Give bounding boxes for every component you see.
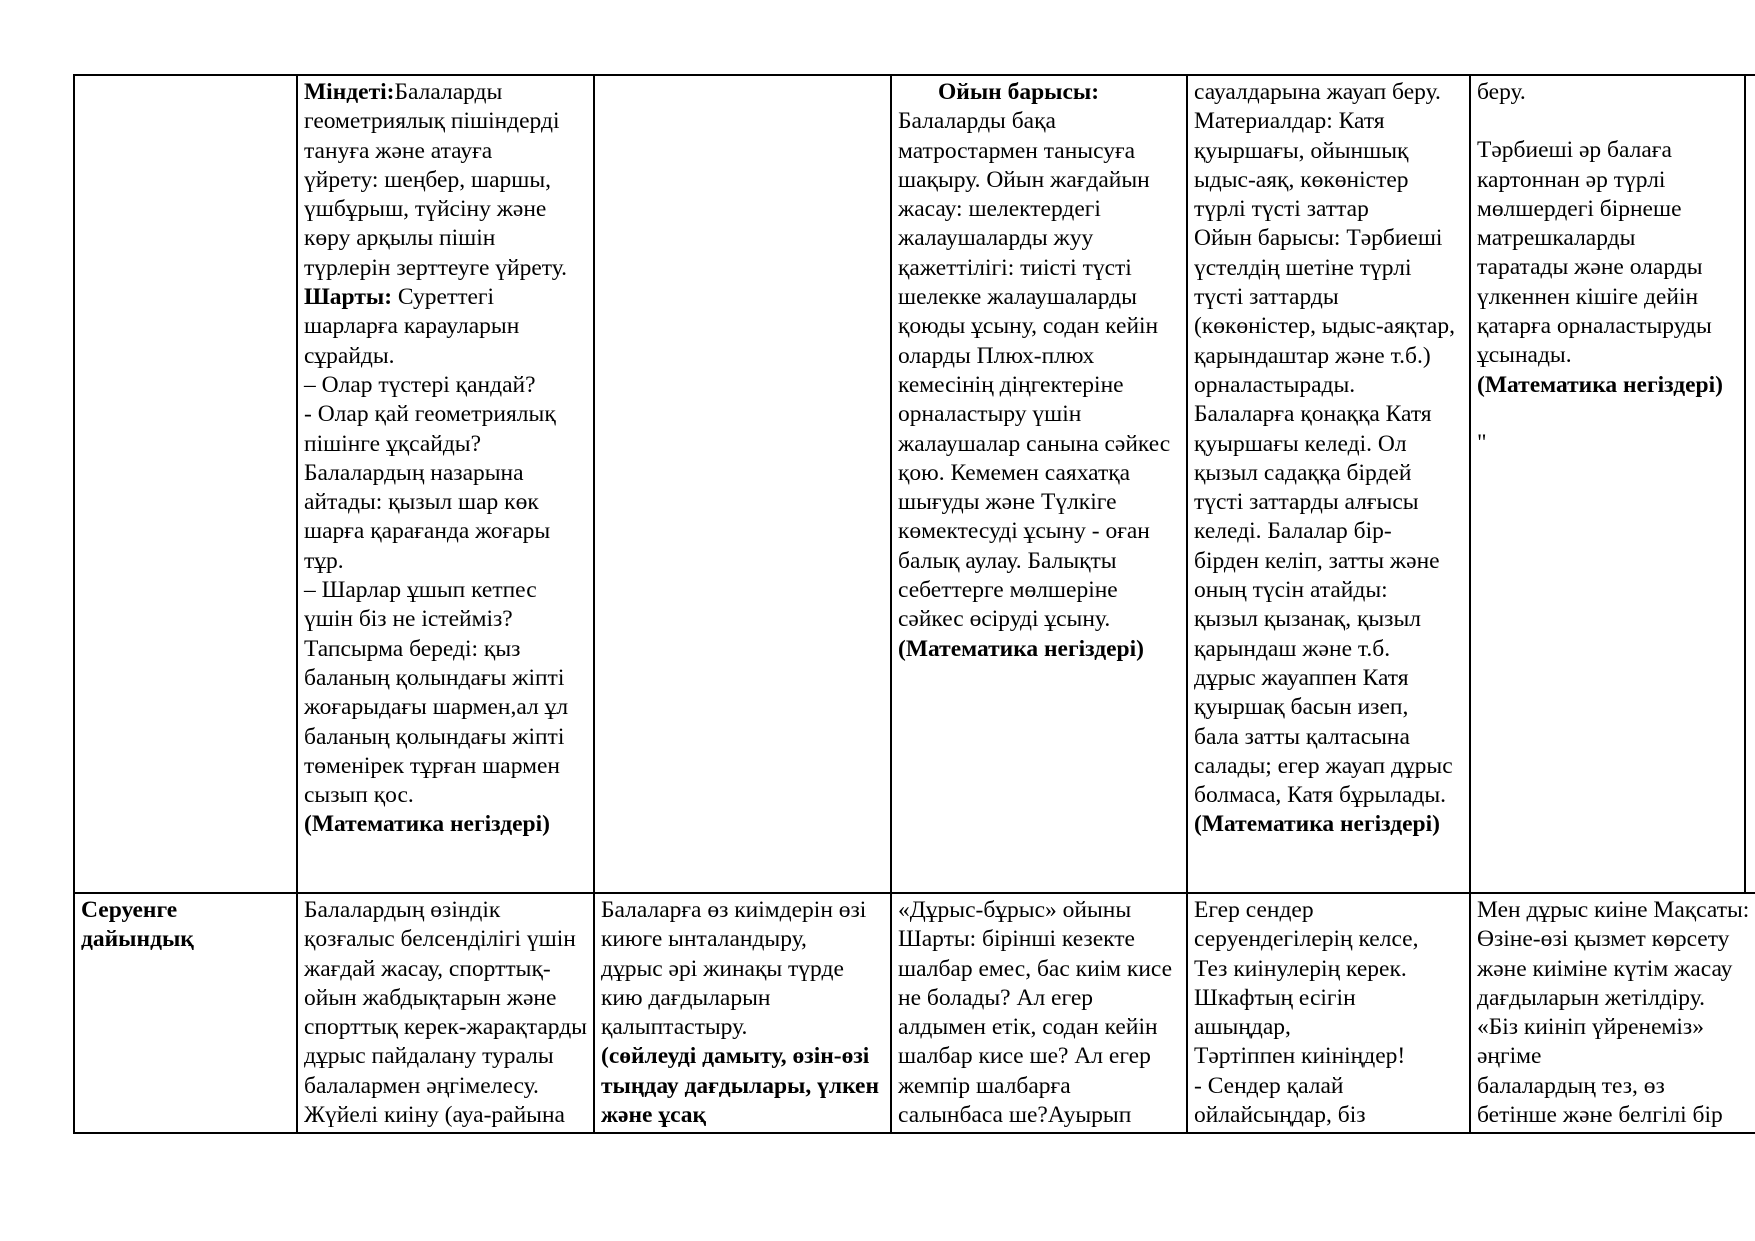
- body-text: төменірек тұрған шармен: [304, 752, 560, 779]
- bold-text: және ұсақ: [601, 1102, 707, 1129]
- body-text: дағдыларын жетілдіру.: [1477, 984, 1706, 1011]
- body-text: түрлерін зерттеуге үйрету.: [304, 254, 568, 281]
- table-row-walk-preparation: [73, 892, 1755, 1134]
- body-text: матрешкаларды: [1477, 225, 1636, 252]
- text-line: [1194, 78, 1469, 107]
- body-text: Тапсырма береді: қыз: [304, 635, 521, 662]
- body-text: сәйкес өсіруді ұсыну.: [898, 606, 1111, 633]
- text-line: [898, 254, 1186, 283]
- text-line: [601, 925, 890, 954]
- body-text: шақыру. Ойын жағдайын: [898, 166, 1150, 193]
- text-line: [898, 955, 1186, 984]
- text-line: [898, 896, 1186, 925]
- bold-text: дайындық: [81, 926, 194, 953]
- text-line: [898, 195, 1186, 224]
- body-text: Тәртіппен киініңдер!: [1194, 1043, 1406, 1070]
- text-line: [898, 400, 1186, 429]
- body-text: оларды Плюх-плюх: [898, 342, 1095, 369]
- body-text: ыдыс-аяқ, көкөністер: [1194, 166, 1409, 193]
- text-line: [304, 576, 593, 605]
- row1-col3-cell: [890, 76, 1186, 894]
- text-line: [81, 925, 296, 954]
- text-line: [1194, 488, 1469, 517]
- text-line: [1194, 400, 1469, 429]
- text-line: [304, 693, 593, 722]
- bold-text: (Математика негіздері): [898, 635, 1144, 662]
- body-text: балалармен әңгімелесу.: [304, 1072, 539, 1099]
- text-line: [1194, 430, 1469, 459]
- row1-col0-cell: [73, 76, 296, 894]
- text-line: [601, 1042, 890, 1071]
- text-line: [304, 1013, 593, 1042]
- text-line: [304, 137, 593, 166]
- text-line: [1477, 195, 1755, 224]
- text-line: [898, 166, 1186, 195]
- body-text: Шарты: бірінші кезекте: [898, 926, 1135, 953]
- body-text: қуыршақ басын изеп,: [1194, 694, 1409, 721]
- text-line: [304, 371, 593, 400]
- body-text: қалыптастыру.: [601, 1014, 748, 1041]
- row2-col4-cell: [1186, 894, 1469, 1132]
- text-line: [898, 224, 1186, 253]
- text-line: [1194, 224, 1469, 253]
- body-text: шығуды және Түлкіге: [898, 489, 1117, 516]
- text-line: [1477, 341, 1755, 370]
- body-text: Жүйелі киіну (ауа-райына: [304, 1102, 565, 1129]
- text-line: [304, 488, 593, 517]
- text-line: [1477, 136, 1755, 165]
- body-text: Балаларды: [394, 79, 503, 105]
- text-line: [898, 547, 1186, 576]
- body-text: қатарға орналастыруды: [1477, 313, 1712, 340]
- row2-col0-cell: [73, 894, 296, 1132]
- body-text: көмектесуді ұсыну - оған: [898, 518, 1150, 545]
- text-line: [1194, 517, 1469, 546]
- text-line: [601, 1013, 890, 1042]
- body-text: Балалардың өзіндік: [304, 897, 501, 923]
- text-line: [1194, 576, 1469, 605]
- body-text: орналастыру үшін: [898, 401, 1082, 428]
- body-text: әңгіме: [1477, 1043, 1542, 1070]
- text-line: [1194, 312, 1469, 341]
- body-text: үйрету: шеңбер, шаршы,: [304, 166, 552, 193]
- body-text: балық аулау. Балықты: [898, 547, 1117, 574]
- body-text: киюге ынталандыру,: [601, 926, 807, 953]
- text-line: [304, 342, 593, 371]
- body-text: таратады және оларды: [1477, 254, 1703, 281]
- text-line: [1477, 429, 1755, 458]
- text-line: [1477, 1042, 1755, 1071]
- body-text: серуендегілерің келсе,: [1194, 926, 1419, 953]
- bold-text: Серуенге: [81, 897, 178, 923]
- text-line: [304, 459, 593, 488]
- body-text: мөлшердегі бірнеше: [1477, 195, 1682, 222]
- text-line: [1194, 635, 1469, 664]
- body-text: геометриялық пішіндерді: [304, 108, 560, 135]
- body-text: – Олар түстері қандай?: [304, 371, 536, 398]
- body-text: (көкөністер, ыдыс-аяқтар,: [1194, 313, 1455, 340]
- text-line: [898, 1101, 1186, 1130]
- body-text: баланың қолындағы жіпті: [304, 723, 565, 750]
- body-text: спорттық керек-жарақтарды: [304, 1014, 587, 1041]
- text-line: [1194, 723, 1469, 752]
- row1-col4-cell: [1186, 76, 1469, 894]
- row2-col5-cell: [1469, 894, 1755, 1132]
- text-line: [1477, 253, 1755, 282]
- body-text: орналастырады.: [1194, 371, 1356, 398]
- body-text: себеттерге мөлшеріне: [898, 577, 1118, 604]
- body-text: қызыл қызанақ, қызыл: [1194, 606, 1421, 633]
- body-text: «Біз киініп үйренеміз»: [1477, 1014, 1704, 1041]
- text-line: [304, 896, 593, 925]
- body-text: Өзіне-өзі қызмет көрсету: [1477, 926, 1730, 953]
- body-text: – Шарлар ұшып кетпес: [304, 577, 537, 604]
- table-right-border: [1744, 74, 1746, 892]
- body-text: картоннан әр түрлі: [1477, 166, 1666, 193]
- blank-line: [1477, 107, 1755, 136]
- text-line: [304, 195, 593, 224]
- body-text: ойын жабдықтарын және: [304, 984, 557, 1011]
- text-line: [304, 430, 593, 459]
- text-line: [304, 1042, 593, 1071]
- bold-text: (Математика негіздері): [1477, 371, 1723, 398]
- text-line: [898, 925, 1186, 954]
- body-text: тұр.: [304, 547, 344, 574]
- text-line: [1194, 1072, 1469, 1101]
- text-line: [1194, 1101, 1469, 1130]
- body-text: - Сендер қалай: [1194, 1072, 1344, 1099]
- text-line: [1194, 254, 1469, 283]
- row2-col3-cell: [890, 894, 1186, 1132]
- body-text: дұрыс жауаппен Катя: [1194, 664, 1409, 691]
- body-text: көру арқылы пішін: [304, 225, 496, 252]
- body-text: кемесінің діңгектеріне: [898, 371, 1124, 398]
- text-line: [304, 781, 593, 810]
- body-text: қарындаш және т.б.: [1194, 635, 1391, 662]
- body-text: үшбұрыш, түйсіну және: [304, 196, 547, 223]
- text-line: [898, 312, 1186, 341]
- text-line: [898, 488, 1186, 517]
- body-text: үшін біз не істейміз?: [304, 606, 513, 633]
- text-line: [1477, 925, 1755, 954]
- text-line: [1194, 693, 1469, 722]
- text-line: [304, 224, 593, 253]
- text-line: [898, 984, 1186, 1013]
- bold-text: (Математика негіздері): [1194, 811, 1440, 838]
- text-line: [1477, 78, 1755, 107]
- body-text: «Дұрыс-бұрыс» ойыны: [898, 897, 1132, 923]
- text-line: [1194, 137, 1469, 166]
- text-line: [898, 371, 1186, 400]
- body-text: Балаларды бақа: [898, 108, 1056, 135]
- text-line: [1194, 547, 1469, 576]
- text-line: [1194, 752, 1469, 781]
- body-text: бала затты қалтасына: [1194, 723, 1410, 750]
- text-line: [898, 430, 1186, 459]
- text-line: [304, 635, 593, 664]
- text-line: [898, 1042, 1186, 1071]
- text-line: [898, 1013, 1186, 1042]
- text-line: [1194, 605, 1469, 634]
- bold-text: Ойын барысы:: [938, 79, 1100, 105]
- body-text: қуыршағы келеді. Ол: [1194, 430, 1407, 457]
- text-line: [1194, 1013, 1469, 1042]
- text-line: [304, 517, 593, 546]
- text-line: [1477, 224, 1755, 253]
- body-text: сұрайды.: [304, 342, 395, 369]
- text-line: [1194, 283, 1469, 312]
- text-line: [304, 166, 593, 195]
- text-line: [304, 664, 593, 693]
- text-line: [304, 78, 593, 107]
- body-text: алдымен етік, содан кейін: [898, 1014, 1158, 1041]
- body-text: үстелдің шетіне түрлі: [1194, 254, 1412, 281]
- body-text: салынбаса ше?Ауырып: [898, 1102, 1132, 1129]
- body-text: ойлайсыңдар, біз: [1194, 1102, 1366, 1129]
- bold-text: (сөйлеуді дамыту, өзін-өзі: [601, 1043, 870, 1070]
- text-line: [1477, 283, 1755, 312]
- body-text: қарындаштар және т.б.): [1194, 342, 1431, 369]
- body-text: салады; егер жауап дұрыс: [1194, 752, 1453, 779]
- body-text: шалбар емес, бас киім кисе: [898, 955, 1173, 982]
- text-line: [1194, 107, 1469, 136]
- text-line: [601, 984, 890, 1013]
- text-line: [898, 1072, 1186, 1101]
- body-text: айтады: қызыл шар көк: [304, 489, 539, 516]
- text-line: [304, 605, 593, 634]
- body-text: түсті заттарды алғысы: [1194, 489, 1419, 516]
- body-text: келеді. Балалар бір-: [1194, 518, 1392, 545]
- body-text: жасау: шелектердегі: [898, 196, 1101, 223]
- body-text: жемпір шалбарға: [898, 1072, 1071, 1099]
- body-text: ашыңдар,: [1194, 1014, 1291, 1041]
- body-text: түрлі түсті заттар: [1194, 196, 1369, 223]
- body-text: Егер сендер: [1194, 897, 1314, 923]
- body-text: оның түсін атайды:: [1194, 577, 1388, 604]
- text-line: [304, 254, 593, 283]
- body-text: Суреттегі: [392, 284, 495, 311]
- body-text: матростармен танысуға: [898, 137, 1136, 164]
- body-text: сауалдарына жауап беру.: [1194, 79, 1441, 105]
- text-line: [304, 107, 593, 136]
- body-text: Балаларға өз киімдерін өзі: [601, 897, 867, 923]
- body-text: кию дағдыларын: [601, 984, 771, 1011]
- text-line: [1194, 896, 1469, 925]
- text-line: [304, 547, 593, 576]
- text-line: [1477, 1101, 1755, 1130]
- text-line: [1194, 664, 1469, 693]
- text-line: [601, 1072, 890, 1101]
- body-text: Тәрбиеші әр балаға: [1477, 137, 1672, 164]
- text-line: [304, 400, 593, 429]
- row1-col2-cell: [593, 76, 890, 894]
- body-text: Мен дұрыс киіне Мақсаты:: [1477, 897, 1750, 923]
- body-text: сызып қос.: [304, 782, 414, 809]
- text-line: [1194, 925, 1469, 954]
- body-text: шарға қарағанда жоғары: [304, 518, 551, 545]
- text-line: [898, 459, 1186, 488]
- text-line: [1194, 1042, 1469, 1071]
- text-line: [898, 78, 1186, 107]
- text-line: [1477, 955, 1755, 984]
- body-text: жалаушаларды жуу: [898, 225, 1094, 252]
- text-line: [304, 312, 593, 341]
- body-text: жоғарыдағы шармен,ал ұл: [304, 694, 569, 721]
- body-text: шелекке жалаушаларды: [898, 284, 1137, 311]
- bold-text: Міндеті:: [304, 79, 395, 105]
- text-line: [1194, 371, 1469, 400]
- body-text: қоюды ұсыну, содан кейін: [898, 313, 1159, 340]
- text-line: [304, 1072, 593, 1101]
- text-line: [1477, 312, 1755, 341]
- body-text: қызыл садаққа бірдей: [1194, 459, 1412, 486]
- text-line: [1477, 984, 1755, 1013]
- body-text: дұрыс әрі жинақы түрде: [601, 955, 844, 982]
- table-row-activities: [73, 74, 1755, 894]
- text-line: [1477, 166, 1755, 195]
- body-text: жағдай жасау, спорттық-: [304, 955, 551, 982]
- bold-text: тыңдау дағдылары, үлкен: [601, 1072, 880, 1099]
- body-text: түсті заттарды: [1194, 284, 1339, 311]
- text-line: [1477, 371, 1755, 400]
- body-text: Тез киінулерің керек.: [1194, 955, 1407, 982]
- body-text: баланың қолындағы жіпті: [304, 664, 565, 691]
- body-text: шалбар кисе ше? Ал егер: [898, 1043, 1151, 1070]
- body-text: Балалардың назарына: [304, 459, 524, 486]
- body-text: қажеттілігі: тиісті түсті: [898, 254, 1132, 281]
- row2-col1-cell: [296, 894, 593, 1132]
- body-text: қозғалыс белсенділігі үшін: [304, 926, 576, 953]
- text-line: [304, 1101, 593, 1130]
- text-line: [1194, 342, 1469, 371]
- body-text: беру.: [1477, 79, 1526, 105]
- text-line: [898, 137, 1186, 166]
- text-line: [1477, 1013, 1755, 1042]
- text-line: [304, 955, 593, 984]
- body-text: және киіміне күтім жасау: [1477, 955, 1733, 982]
- row1-col1-cell: [296, 76, 593, 894]
- body-text: Материалдар: Катя: [1194, 108, 1385, 135]
- body-text: не болады? Ал егер: [898, 984, 1093, 1011]
- body-text: болмаса, Катя бұрылады.: [1194, 782, 1447, 809]
- body-text: үлкеннен кішіге дейін: [1477, 283, 1699, 310]
- row1-col5-cell: [1469, 76, 1755, 894]
- body-text: Шкафтың есігін: [1194, 984, 1356, 1011]
- body-text: дұрыс пайдалану туралы: [304, 1043, 554, 1070]
- text-line: [1194, 195, 1469, 224]
- text-line: [1194, 781, 1469, 810]
- body-text: қою. Кемемен саяхатқа: [898, 459, 1131, 486]
- text-line: [601, 896, 890, 925]
- body-text: балалардың тез, өз: [1477, 1072, 1665, 1099]
- text-line: [304, 810, 593, 839]
- text-line: [304, 752, 593, 781]
- body-text: шарларға карауларын: [304, 313, 520, 340]
- text-line: [898, 635, 1186, 664]
- text-line: [1194, 810, 1469, 839]
- text-line: [898, 283, 1186, 312]
- body-text: Балаларға қонаққа Катя: [1194, 401, 1432, 428]
- text-line: [1477, 896, 1755, 925]
- text-line: [1477, 1072, 1755, 1101]
- body-text: қуыршағы, ойыншық: [1194, 137, 1409, 164]
- text-line: [898, 576, 1186, 605]
- body-text: - Олар қай геометриялық: [304, 401, 556, 428]
- body-text: жалаушалар санына сәйкес: [898, 430, 1171, 457]
- text-line: [1194, 459, 1469, 488]
- text-line: [81, 896, 296, 925]
- text-line: [304, 925, 593, 954]
- body-text: ұсынады.: [1477, 342, 1572, 369]
- body-text: тануға және атауға: [304, 137, 493, 164]
- text-line: [1194, 166, 1469, 195]
- body-text: бірден келіп, затты және: [1194, 547, 1440, 574]
- text-line: [601, 955, 890, 984]
- body-text: бетінше және белгілі бір: [1477, 1102, 1723, 1129]
- body-text: пішінге ұқсайды?: [304, 430, 482, 457]
- text-line: [898, 517, 1186, 546]
- text-line: [304, 723, 593, 752]
- text-line: [304, 984, 593, 1013]
- text-line: [1194, 955, 1469, 984]
- body-text: ": [1477, 429, 1487, 456]
- body-text: Ойын барысы: Тәрбиеші: [1194, 225, 1443, 252]
- text-line: [304, 283, 593, 312]
- text-line: [601, 1101, 890, 1130]
- text-line: [898, 107, 1186, 136]
- bold-text: Шарты:: [304, 284, 393, 311]
- blank-line: [1477, 400, 1755, 429]
- text-line: [1194, 984, 1469, 1013]
- bold-text: (Математика негіздері): [304, 811, 550, 838]
- text-line: [898, 605, 1186, 634]
- text-line: [898, 342, 1186, 371]
- row2-col2-cell: [593, 894, 890, 1132]
